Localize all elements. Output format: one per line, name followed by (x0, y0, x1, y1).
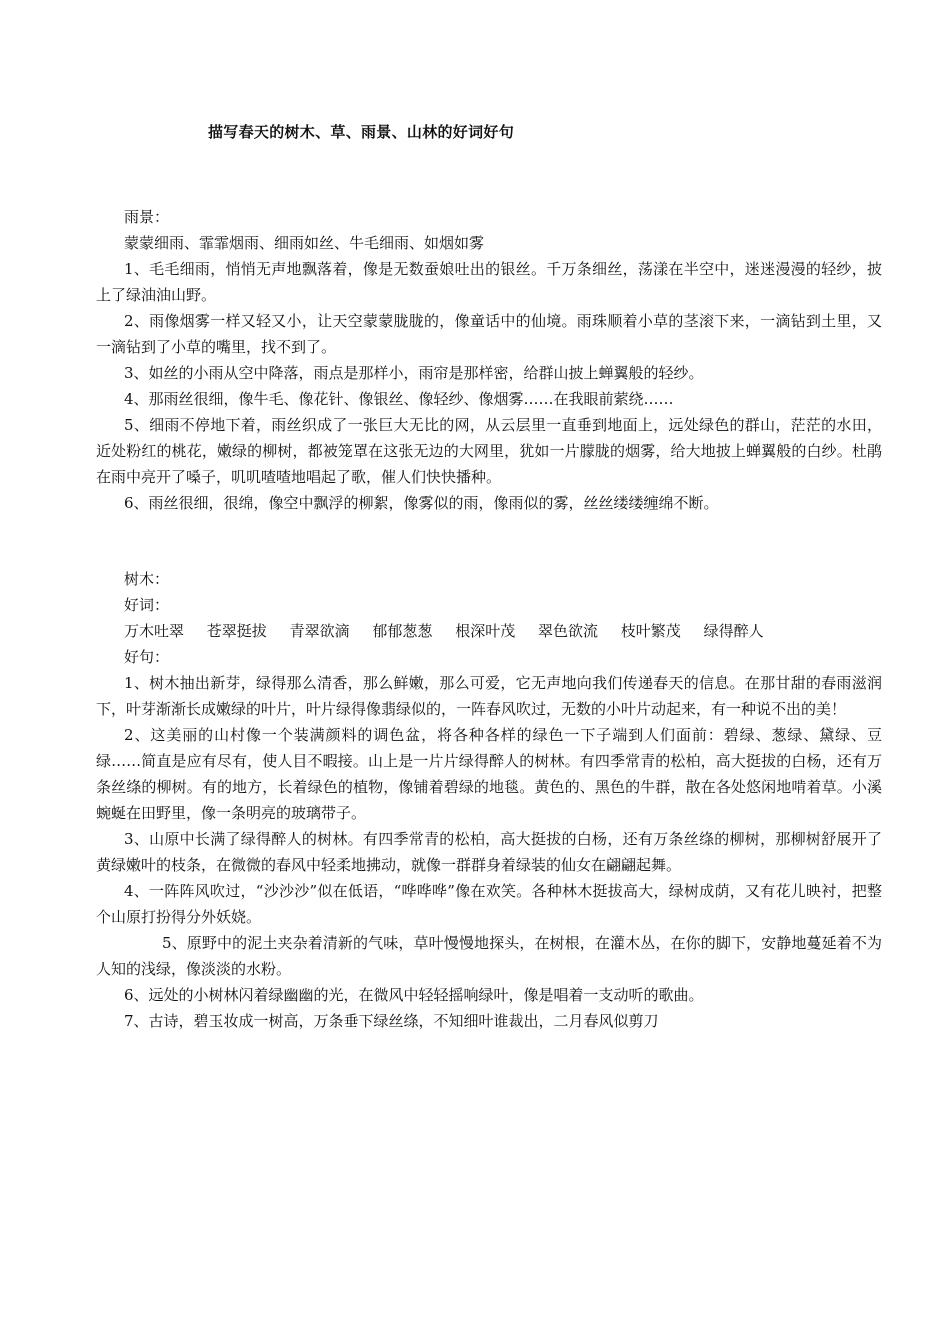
trees-sentence-3: 3、山原中长满了绿得醉人的树林。有四季常青的松柏，高大挺拔的白杨，还有万条丝绦的柳树，那柳树舒展开了黄绿嫩叶的枝条，在微微的春风中轻柔地拂动，就像一群群身着绿装的仙女在翩翩起舞。 (96, 830, 882, 874)
page-title: 描写春天的树木、草、雨景、山林的好词好句 (208, 123, 515, 141)
trees-sentence-7: 7、古诗，碧玉妆成一树高，万条垂下绿丝绦，不知细叶谁裁出，二月春风似剪刀 (124, 1012, 659, 1030)
rain-sentence-4: 4、那雨丝很细，像牛毛、像花针、像银丝、像轻纱、像烟雾……在我眼前萦绕…… (124, 390, 674, 408)
rain-sentence-5: 5、细雨不停地下着，雨丝织成了一张巨大无比的网，从云层里一直垂到地面上，远处绿色的群山，茫茫的水田，近处粉红的桃花，嫩绿的柳树，都被笼罩在这张无边的大网里，犹如一片朦胧的烟雾，给大地披上蝉翼般的白纱。杜鹃在雨中亮开了嗓子，叽叽喳喳地唱起了歌，催人们快快播种。 (96, 416, 882, 486)
trees-word: 万木吐翠 (124, 622, 185, 640)
trees-word: 苍翠挺拔 (206, 622, 267, 640)
trees-sentence-5: 5、原野中的泥土夹杂着清新的气味，草叶慢慢地探头，在树根，在灌木丛，在你的脚下，安静地蔓延着不为人知的浅绿，像淡淡的水粉。 (96, 934, 882, 978)
trees-words-list (96, 618, 882, 644)
trees-sentence-6: 6、远处的小树林闪着绿幽幽的光，在微风中轻轻摇响绿叶，像是唱着一支动听的歌曲。 (124, 986, 704, 1004)
trees-word: 郁郁葱葱 (372, 622, 433, 640)
rain-sentence-1: 1、毛毛细雨，悄悄无声地飘落着，像是无数蚕娘吐出的银丝。千万条细丝，荡漾在半空中，迷迷漫漫的轻纱，披上了绿油油山野。 (96, 260, 882, 304)
trees-sentence-2: 2、这美丽的山村像一个装满颜料的调色盆，将各种各样的绿色一下子端到人们面前：碧绿、葱绿、黛绿、豆绿……简直是应有尽有，使人目不暇接。山上是一片片绿得醉人的树林。有四季常青的松柏，高大挺拔的白杨，还有万条丝绦的柳树。有的地方，长着绿色的植物，像铺着碧绿的地毯。黄色的、黑色的牛群，散在各处悠闲地啃着草。小溪蜿蜒在田野里，像一条明亮的玻璃带子。 (96, 726, 882, 822)
trees-sentences-label: 好句： (124, 648, 170, 666)
rain-sentence-6: 6、雨丝很细，很绵，像空中飘浮的柳絮，像雾似的雨，像雨似的雾，丝丝缕缕缠绵不断。 (124, 494, 719, 512)
document-body (96, 204, 882, 1034)
trees-word: 根深叶茂 (455, 622, 516, 640)
trees-word: 翠色欲流 (537, 622, 598, 640)
trees-word: 青翠欲滴 (289, 622, 350, 640)
section-gap (96, 516, 882, 566)
trees-heading: 树木： (124, 570, 170, 588)
trees-sentence-1: 1、树木抽出新芽，绿得那么清香，那么鲜嫩，那么可爱，它无声地向我们传递春天的信息。在那甘甜的春雨滋润下，叶芽渐渐长成嫩绿的叶片，叶片绿得像翡绿似的，一阵春风吹过，无数的小叶片动起来，有一种说不出的美！ (96, 674, 882, 718)
rain-sentence-3: 3、如丝的小雨从空中降落，雨点是那样小，雨帘是那样密，给群山披上蝉翼般的轻纱。 (124, 364, 704, 382)
trees-word: 绿得醉人 (703, 622, 764, 640)
trees-word: 枝叶繁茂 (620, 622, 681, 640)
rain-words: 蒙蒙细雨、霏霏烟雨、细雨如丝、牛毛细雨、如烟如雾 (124, 234, 485, 252)
trees-sentence-4: 4、一阵阵风吹过，“沙沙沙”似在低语，“哗哗哗”像在欢笑。各种林木挺拔高大，绿树成荫，又有花儿映衬，把整个山原打扮得分外妖娆。 (96, 882, 882, 926)
rain-heading: 雨景： (124, 208, 170, 226)
rain-sentence-2: 2、雨像烟雾一样又轻又小，让天空蒙蒙胧胧的，像童话中的仙境。雨珠顺着小草的茎滚下来，一滴钻到土里，又一滴钻到了小草的嘴里，找不到了。 (96, 312, 882, 356)
trees-words-label: 好词： (124, 596, 170, 614)
